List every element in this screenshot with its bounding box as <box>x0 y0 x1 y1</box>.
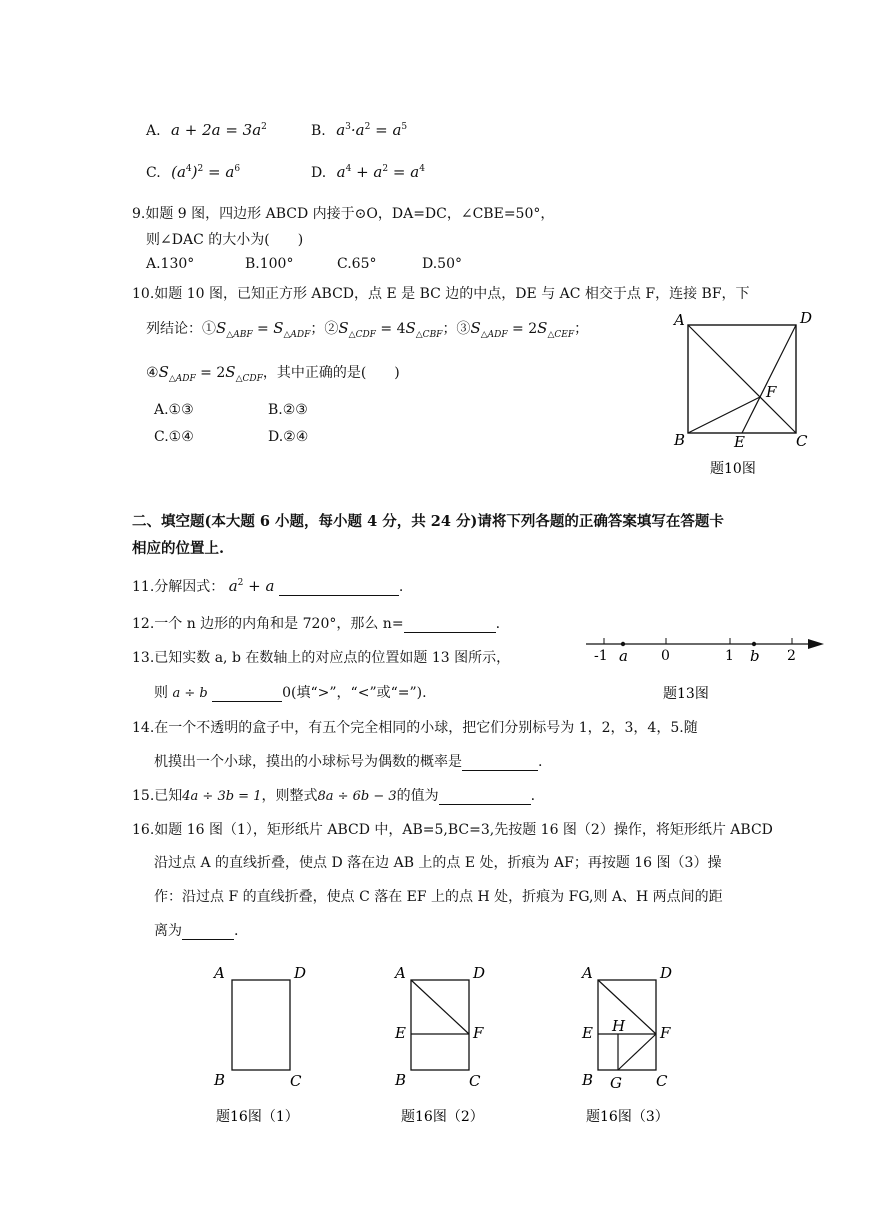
q10-label-f: F <box>766 383 777 401</box>
q10-line2 <box>146 318 588 340</box>
q13-tick-2: 2 <box>787 648 796 664</box>
svg-text:A: A <box>395 964 406 982</box>
q16-answer-blank[interactable] <box>182 925 234 940</box>
q8-option-a <box>146 121 267 139</box>
q16-figure-3 <box>570 958 700 1133</box>
q9-option-c: C.65° <box>337 256 377 272</box>
q10-line2-prefix: 列结论： <box>146 321 202 337</box>
q10-statement-4: $④S_{\triangle ADF} = 2S_{\triangle CDF}$ <box>146 363 263 384</box>
svg-text:A: A <box>214 964 225 982</box>
q14-line2 <box>154 751 542 771</box>
q13-line2-suffix: 0(填“>”，“<”或“=”). <box>282 685 427 701</box>
svg-text:B: B <box>395 1071 407 1089</box>
q15 <box>132 785 535 805</box>
svg-text:F: F <box>473 1024 484 1042</box>
q15-prefix: 15.已知 <box>132 788 183 804</box>
svg-text:E: E <box>395 1024 406 1042</box>
q13-tick-b: b <box>750 647 760 665</box>
q16-line4 <box>154 920 238 940</box>
q8-option-c-expr: $(a^4)^2 = a^6$ <box>171 163 241 181</box>
q16-line3: 作：沿过点 F 的直线折叠，使点 C 落在 EF 上的点 H 处，折痕为 FG,则 A、H 两点间的距 <box>154 889 723 905</box>
q14-suffix: . <box>538 754 543 770</box>
q13-line2-prefix: 则 <box>154 685 168 701</box>
q9-option-b: B.100° <box>245 256 294 272</box>
q13-line1: 13.已知实数 a, b 在数轴上的对应点的位置如题 13 图所示， <box>132 650 511 666</box>
q8-option-b-label: B. <box>311 123 326 139</box>
svg-text:C: C <box>656 1072 668 1090</box>
q13-tick-1: 1 <box>725 648 734 664</box>
q8-option-d-expr: $a^4 + a^2 = a^4$ <box>336 163 425 181</box>
q16-suffix: . <box>234 923 239 939</box>
q8-option-a-label: A. <box>146 123 161 139</box>
q8-option-d <box>311 163 425 181</box>
q11 <box>132 576 403 596</box>
svg-text:C: C <box>469 1072 481 1090</box>
q15-tail: 的值为 <box>396 788 439 804</box>
svg-text:H: H <box>612 1017 626 1035</box>
q8-option-a-expr: $a + 2a = 3a^2$ <box>171 121 267 139</box>
q8-option-c-label: C. <box>146 165 161 181</box>
q16-figure-1 <box>200 958 330 1133</box>
section2-heading-line2: 相应的位置上. <box>132 540 225 557</box>
q10-line3 <box>146 362 400 384</box>
svg-text:B: B <box>582 1071 594 1089</box>
svg-text:F: F <box>660 1024 671 1042</box>
q12 <box>132 613 500 633</box>
q10-line3-suffix: ，其中正确的是( ) <box>262 365 400 381</box>
q10-option-d: D.②④ <box>268 429 309 445</box>
q10-option-b: B.②③ <box>268 402 308 418</box>
q16-caption-1: 题16图（1） <box>216 1109 299 1125</box>
q15-answer-blank[interactable] <box>439 790 531 805</box>
svg-text:G: G <box>610 1074 622 1092</box>
q15-mid: ，则整式 <box>261 788 318 804</box>
q10-label-e: E <box>734 433 745 451</box>
svg-text:D: D <box>473 964 486 982</box>
section2-heading-line1: 二、填空题(本大题 6 小题，每小题 4 分，共 24 分)请将下列各题的正确答案填写在答题卡 <box>132 513 724 530</box>
q10-figure <box>670 305 820 480</box>
q10-label-a: A <box>674 311 685 329</box>
q15-condition: 4a ÷ 3b = 1 <box>182 789 262 804</box>
q9-option-a: A.130° <box>146 256 195 272</box>
q9-option-d: D.50° <box>422 256 462 272</box>
q16-line1: 16.如题 16 图（1），矩形纸片 ABCD 中，AB=5,BC=3,先按题 16 图（2）操作，将矩形纸片 ABCD <box>132 822 773 838</box>
q16-line2: 沿过点 A 的直线折叠，使点 D 落在边 AB 上的点 E 处，折痕为 AF；再按题 16 图（3）操 <box>154 855 722 871</box>
q12-answer-blank[interactable] <box>404 618 496 633</box>
q10-option-a: A.①③ <box>154 402 194 418</box>
q12-text: 12.一个 n 边形的内角和是 720°，那么 n= <box>132 616 404 632</box>
q8-option-c <box>146 163 240 181</box>
q9-line2: 则∠DAC 的大小为( ) <box>146 232 304 248</box>
q13-answer-blank[interactable] <box>212 687 282 702</box>
q10-option-c: C.①④ <box>154 429 194 445</box>
q13-line2 <box>154 682 427 702</box>
q9-line1: 9.如题 9 图，四边形 ABCD 内接于⊙O，DA=DC，∠CBE=50°， <box>132 206 555 222</box>
q15-expr: 8a ÷ 6b − 3 <box>317 789 397 804</box>
q10-statement-1: $①S_{\triangle ABF} = S_{\triangle ADF}$；$②S_{\triangle CDF} = 4S_{\triangle CBF}$；$③S_{\triangle ADF} = 2S_{\triangle CEF}$； <box>202 319 589 340</box>
svg-text:D: D <box>660 964 673 982</box>
q10-line1: 10.如题 10 图，已知正方形 ABCD，点 E 是 BC 边的中点，DE 与 AC 相交于点 F，连接 BF，下 <box>132 286 750 302</box>
q16-figure-2 <box>385 958 515 1133</box>
q13-expr: a ÷ b <box>172 686 208 701</box>
q14-answer-blank[interactable] <box>462 756 538 771</box>
q13-tick-neg1: -1 <box>594 648 608 664</box>
q8-option-b-expr: $a^3\cdot a^2 = a^5$ <box>336 121 408 139</box>
q11-answer-blank[interactable] <box>279 581 399 596</box>
q8-option-b <box>311 121 407 139</box>
q16-caption-2: 题16图（2） <box>401 1109 484 1125</box>
q10-label-d: D <box>800 309 813 327</box>
q10-fig-caption: 题10图 <box>710 461 756 477</box>
q11-prefix: 11.分解因式： <box>132 579 225 595</box>
q13-number-line <box>580 628 830 708</box>
svg-text:E: E <box>582 1024 593 1042</box>
q14-line2-text: 机摸出一个小球，摸出的小球标号为偶数的概率是 <box>154 754 462 770</box>
q12-suffix: . <box>495 616 501 632</box>
q13-tick-0: 0 <box>661 648 670 664</box>
q14-line1: 14.在一个不透明的盒子中，有五个完全相同的小球，把它们分别标号为 1，2，3，4，5.随 <box>132 720 698 736</box>
q16-line4-text: 离为 <box>154 923 182 939</box>
svg-text:B: B <box>214 1071 226 1089</box>
svg-text:D: D <box>294 964 307 982</box>
q13-tick-a: a <box>619 647 628 665</box>
svg-text:C: C <box>290 1072 302 1090</box>
q11-expr: $a^2 + a$ <box>228 577 275 595</box>
q15-suffix: . <box>530 788 536 804</box>
q8-option-d-label: D. <box>311 165 327 181</box>
q13-fig-caption: 题13图 <box>663 686 709 702</box>
q16-caption-3: 题16图（3） <box>586 1109 669 1125</box>
svg-text:A: A <box>582 964 593 982</box>
q10-label-c: C <box>796 432 808 450</box>
q10-label-b: B <box>674 431 686 449</box>
q11-suffix: . <box>398 579 404 595</box>
